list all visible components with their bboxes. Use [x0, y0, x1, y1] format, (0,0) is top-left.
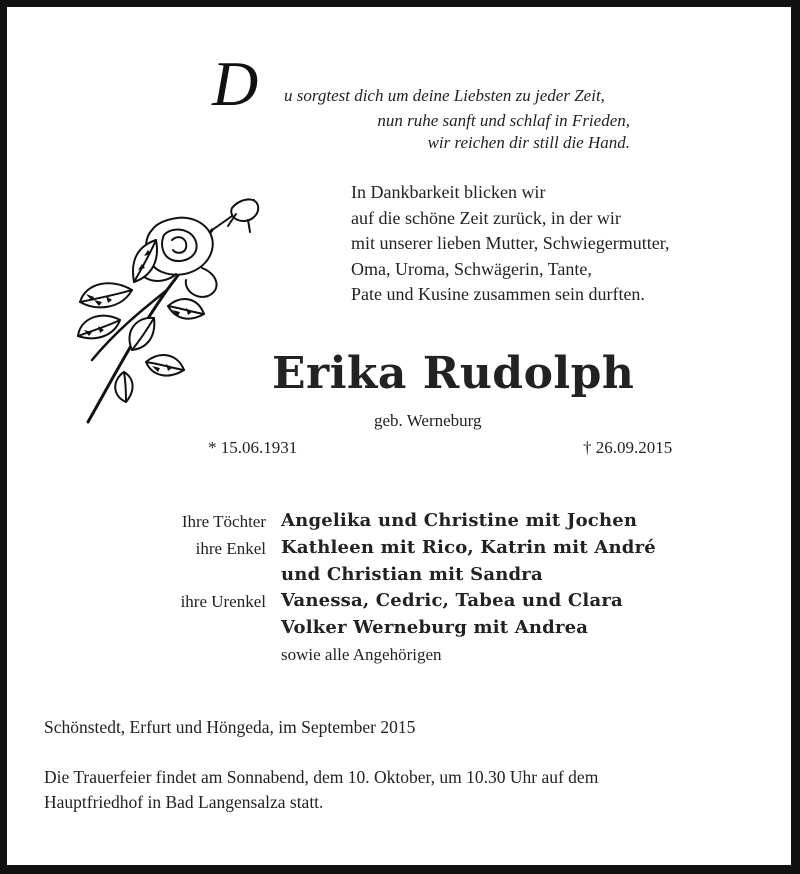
poem-line-3: wir reichen dir still die Hand.	[427, 133, 630, 152]
funeral-line: Hauptfriedhof in Bad Langensalza statt.	[44, 792, 324, 812]
poem-line-2: nun ruhe sanft und schlaf in Frieden,	[377, 111, 630, 130]
gratitude-line: Pate und Kusine zusammen sein durften.	[351, 284, 645, 304]
gratitude-line: auf die schöne Zeit zurück, in der wir	[351, 207, 621, 228]
family-names: Angelika und Christine mit Jochen	[281, 510, 638, 531]
gratitude-line: Oma, Uroma, Schwägerin, Tante,	[351, 258, 592, 279]
family-names: Volker Werneburg mit Andrea	[281, 617, 589, 638]
relation-label: ihre Enkel	[195, 539, 266, 558]
deceased-name: Erika Rudolph	[272, 348, 635, 399]
poem-line-1: u sorgtest dich um deine Liebsten zu jeder Zeit,	[284, 86, 605, 105]
gratitude-text	[351, 180, 669, 308]
gratitude-line: In Dankbarkeit blicken wir	[351, 182, 546, 202]
death-date	[583, 438, 672, 458]
gratitude-line: mit unserer lieben Mutter, Schwiegermutter,	[351, 233, 670, 253]
relation-label: Ihre Töchter	[181, 512, 266, 531]
relation-label: ihre Urenkel	[180, 592, 266, 611]
family-names: Vanessa, Cedric, Tabea und Clara	[281, 590, 623, 611]
family-names: Kathleen mit Rico, Katrin mit André	[281, 537, 656, 558]
funeral-line: Die Trauerfeier findet am Sonnabend, dem 10. Oktober, um 10.30 Uhr auf dem	[44, 767, 599, 787]
maiden-name: geb. Werneburg	[374, 411, 482, 430]
birth-star-icon: *	[208, 438, 217, 457]
birth-date-value: 15.06.1931	[220, 438, 298, 457]
poem-initial-letter: D	[212, 48, 259, 119]
family-names: und Christian mit Sandra	[281, 564, 543, 585]
birth-date	[208, 438, 297, 458]
other-relatives: sowie alle Angehörigen	[281, 645, 442, 664]
death-date-value: 26.09.2015	[595, 438, 673, 457]
place-and-date: Schönstedt, Erfurt und Höngeda, im September 2015	[44, 717, 416, 737]
funeral-info	[44, 765, 598, 815]
death-cross-icon: †	[583, 438, 592, 457]
rose-illustration	[72, 190, 272, 430]
